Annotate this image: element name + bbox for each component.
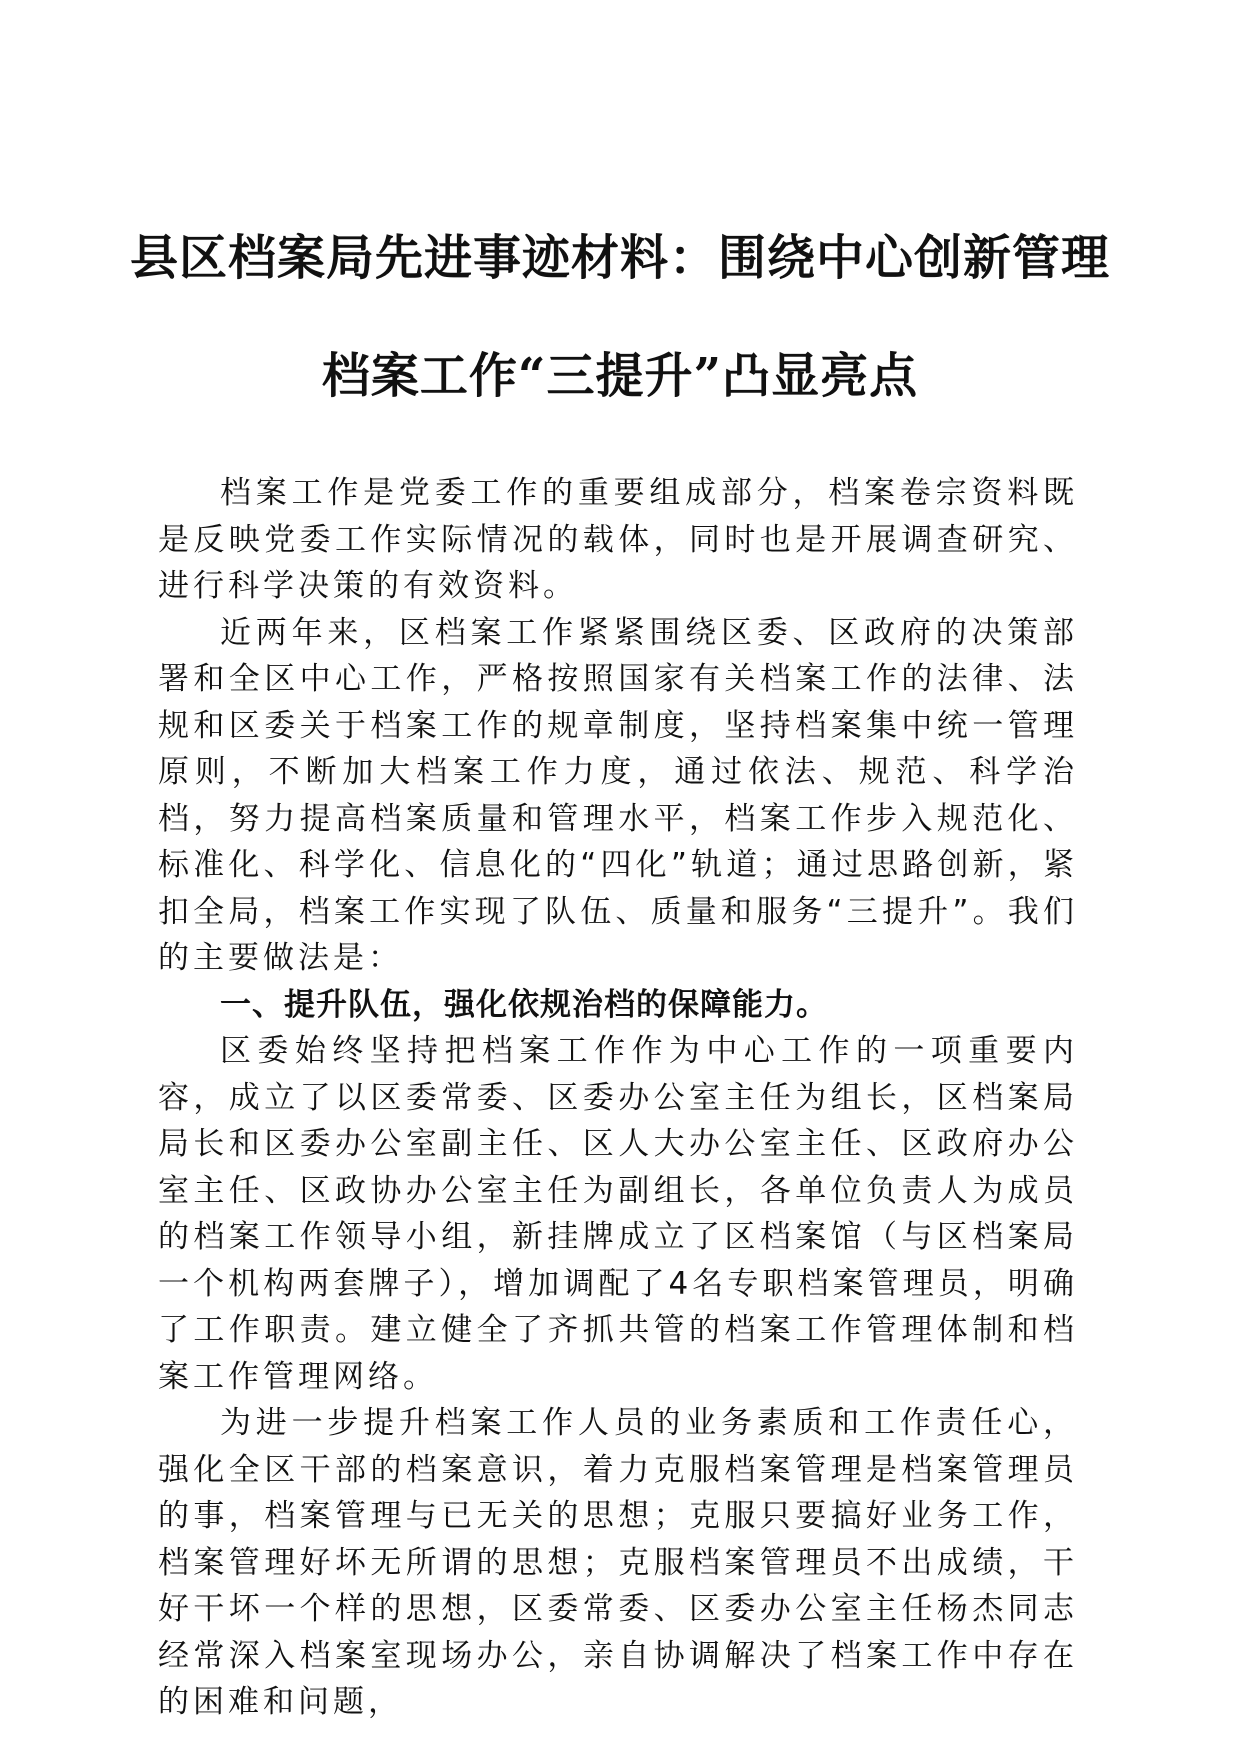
section1-paragraph-2: 为进一步提升档案工作人员的业务素质和工作责任心，强化全区干部的档案意识，着力克服档案管理是档案管理员的事，档案管理与已无关的思想；克服只要搞好业务工作，档案管理好坏无所谓的思想；克服档案管理员不出成绩，干好干坏一个样的思想，区委常委、区委办公室主任杨杰同志经常深入档案室现场办公，亲自协调解决了档案工作中存在的困难和问题， xyxy=(158,1405,1078,1720)
section-heading-1: 一、提升队伍，强化依规治档的保障能力。 xyxy=(220,986,828,1023)
document-title-line-1: 县区档案局先进事迹材料：围绕中心创新管理 xyxy=(129,230,1110,286)
document-body xyxy=(158,470,1078,1726)
document-title-line-2: 档案工作“三提升”凸显亮点 xyxy=(321,348,919,404)
body-paragraph-overview: 近两年来，区档案工作紧紧围绕区委、区政府的决策部署和全区中心工作，严格按照国家有关档案工作的法律、法规和区委关于档案工作的规章制度，坚持档案集中统一管理原则，不断加大档案工作力度，通过依法、规范、科学治档，努力提高档案质量和管理水平，档案工作步入规范化、标准化、科学化、信息化的“四化”轨道；通过思路创新，紧扣全局，档案工作实现了队伍、质量和服务“三提升”。我们的主要做法是： xyxy=(158,614,1078,976)
body-paragraph-intro: 档案工作是党委工作的重要组成部分，档案卷宗资料既是反映党委工作实际情况的载体，同时也是开展调查研究、进行科学决策的有效资料。 xyxy=(158,475,1078,604)
section1-paragraph-1: 区委始终坚持把档案工作作为中心工作的一项重要内容，成立了以区委常委、区委办公室主任为组长，区档案局局长和区委办公室副主任、区人大办公室主任、区政府办公室主任、区政协办公室主任为副组长，各单位负责人为成员的档案工作领导小组，新挂牌成立了区档案馆（与区档案局一个机构两套牌子），增加调配了4名专职档案管理员，明确了工作职责。建立健全了齐抓共管的档案工作管理体制和档案工作管理网络。 xyxy=(158,1033,1078,1395)
